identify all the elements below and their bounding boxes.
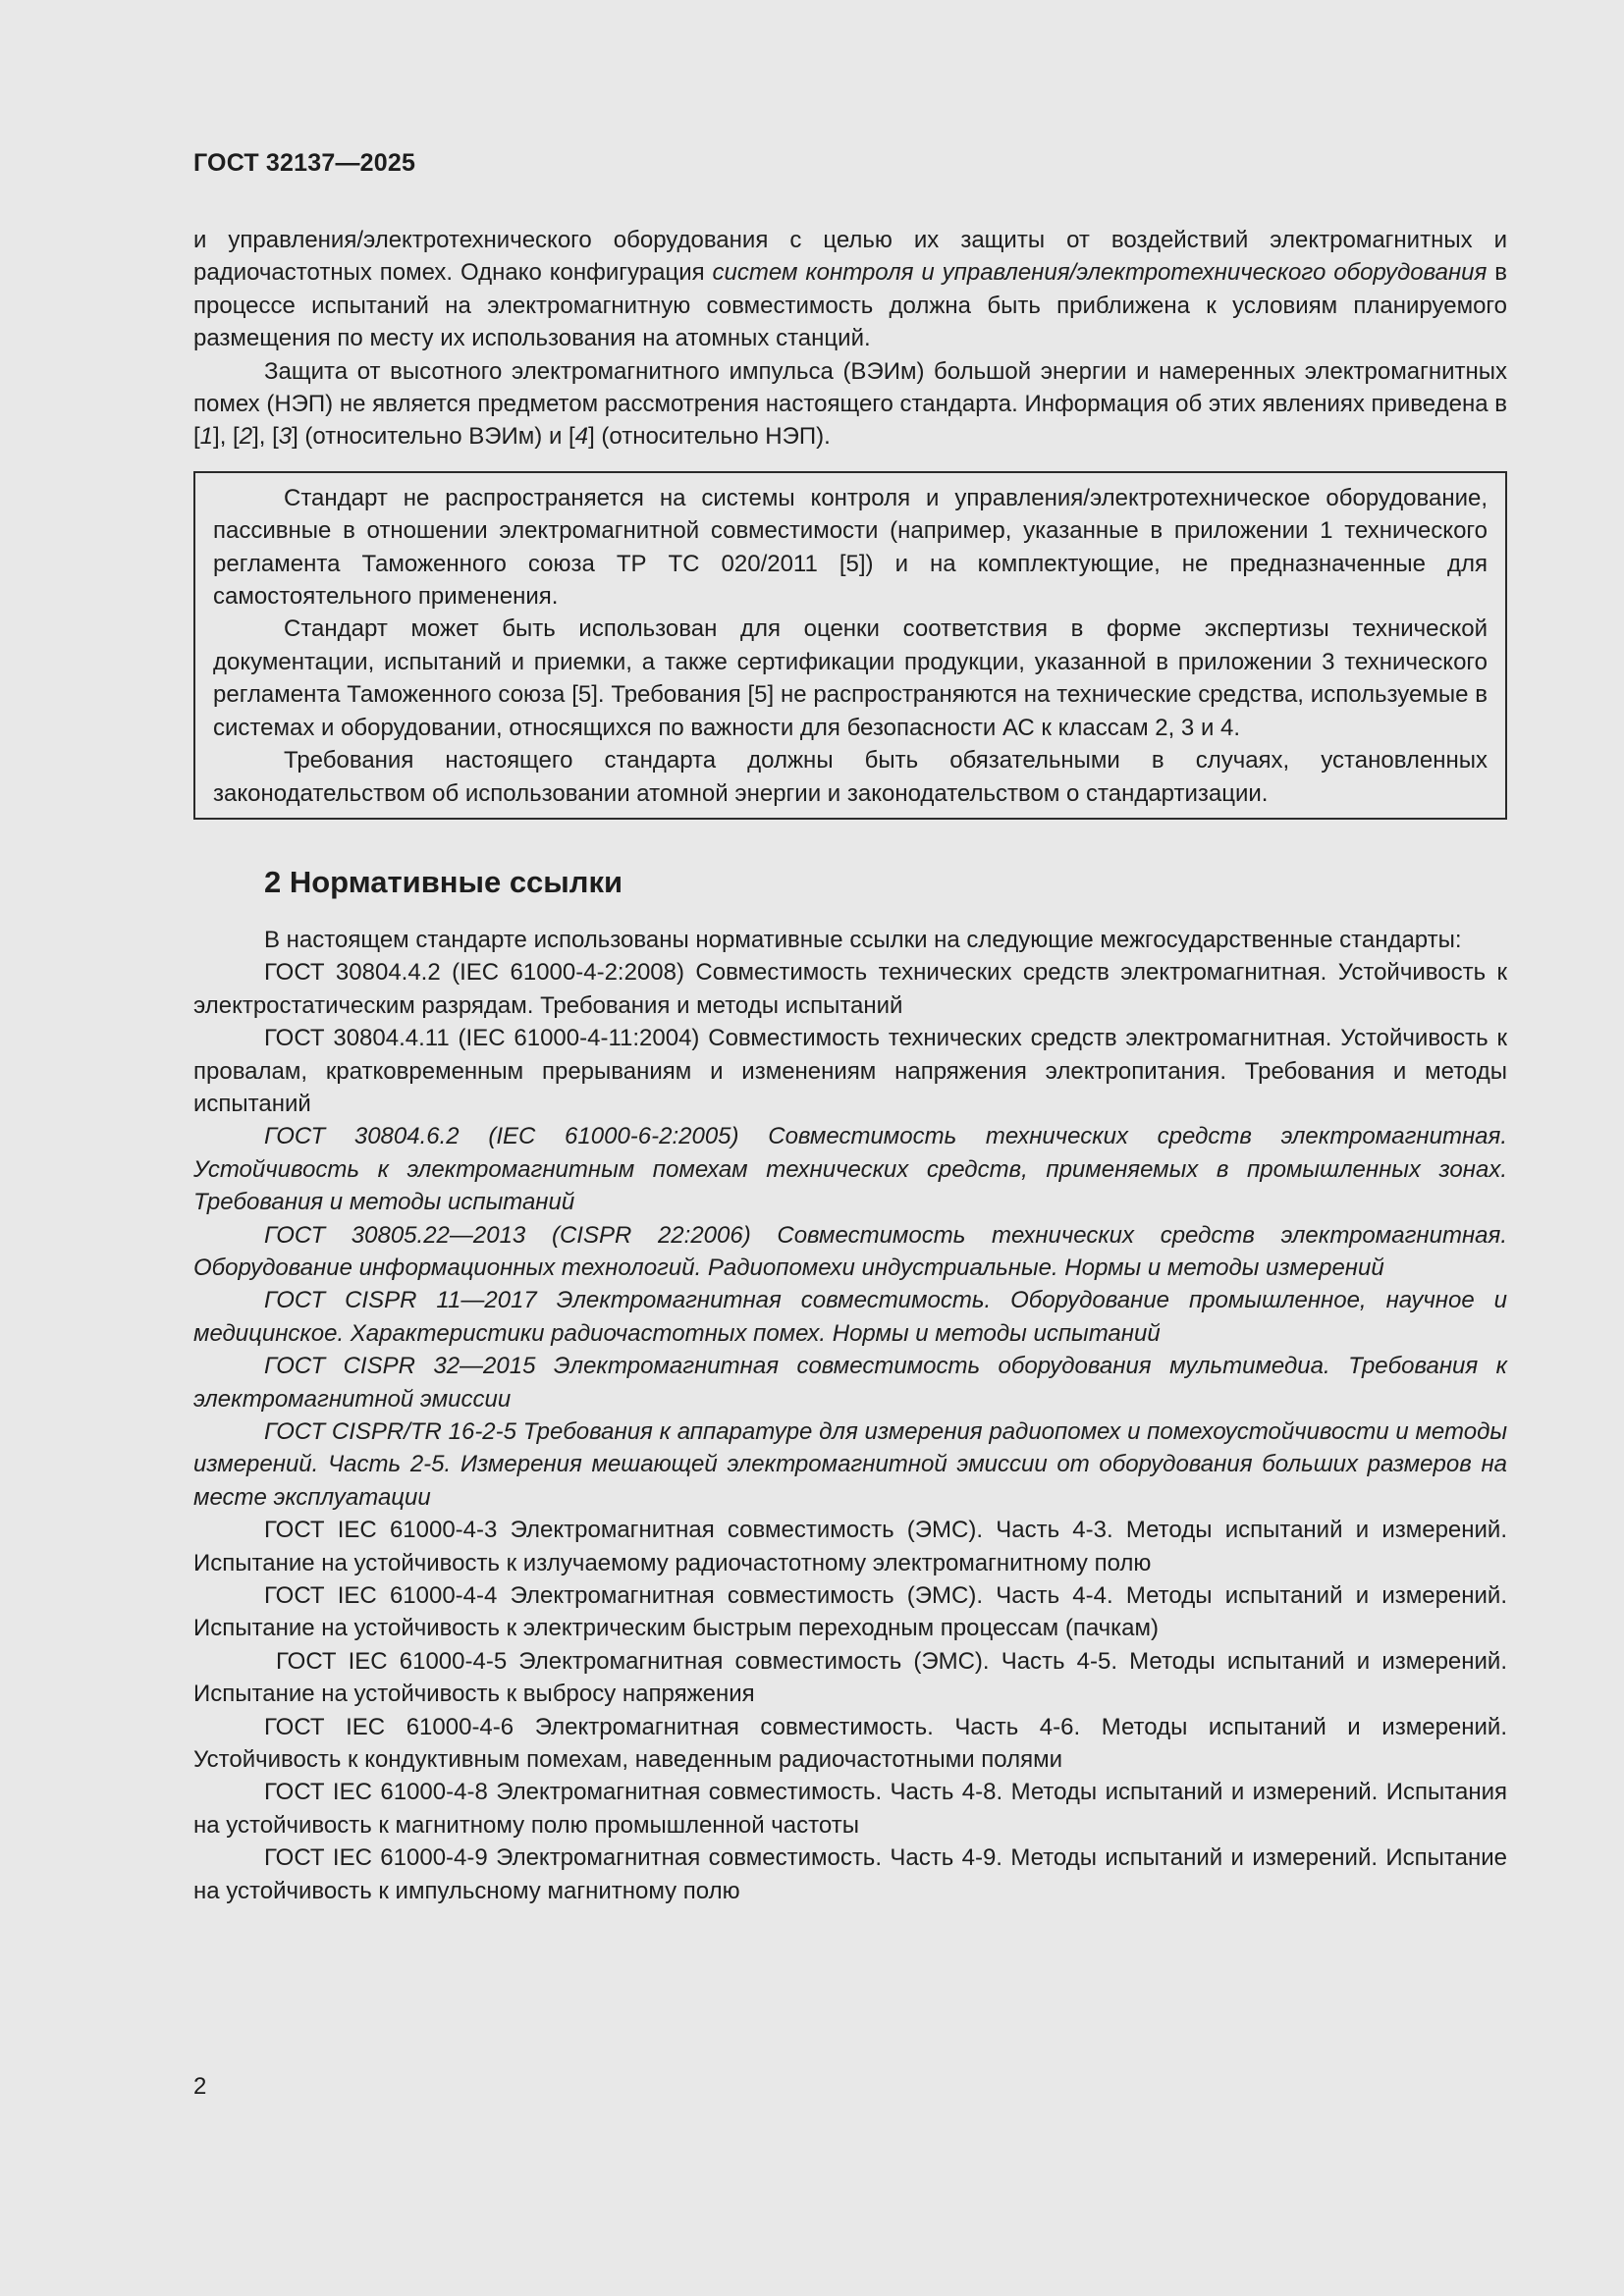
box-paragraph-2: Стандарт может быть использован для оценки соответствия в форме экспертизы технической документации, испытаний и приемки, а также сертификации продукции, указанной в приложении 3 технического регламента Таможенного союза [5]. Требования [5] не распространяются на технические средства, используемые в системах и оборудовании, относящихся по важности для безопасности АС к классам 2, 3 и 4. — [213, 615, 1488, 741]
references-list — [193, 956, 1507, 1907]
reference-item: ГОСТ IEC 61000-4-3 Электромагнитная совместимость (ЭМС). Часть 4-3. Методы испытаний и измерений. Испытание на устойчивость к излучаемому радиочастотному электромагнитному полю — [193, 1517, 1507, 1576]
intro-paragraph-2: Защита от высотного электромагнитного импульса (ВЭИм) большой энергии и намеренных электромагнитных помех (НЭП) не является предметом рассмотрения настоящего стандарта. Информация об этих явлениях приведена в [1], [2], [3] (относительно ВЭИм) и [4] (относительно НЭП). — [193, 357, 1507, 451]
section-heading: 2 Нормативные ссылки — [264, 864, 623, 899]
page-content — [193, 224, 1507, 1907]
italic-phrase: систем контроля и управления/электротехнического оборудования — [712, 259, 1488, 287]
document-header: ГОСТ 32137—2025 — [193, 149, 416, 177]
reference-item: ГОСТ CISPR 11—2017 Электромагнитная совместимость. Оборудование промышленное, научное и медицинское. Характеристики радиочастотных помех. Нормы и методы испытаний — [193, 1287, 1507, 1347]
bib-ref-4: 4 — [574, 423, 589, 451]
reference-item: ГОСТ IEC 61000-4-9 Электромагнитная совместимость. Часть 4-9. Методы испытаний и измерений. Испытание на устойчивость к импульсному магнитному полю — [193, 1844, 1507, 1904]
box-paragraph-1: Стандарт не распространяется на системы контроля и управления/электротехническое оборудование, пассивные в отношении электромагнитной совместимости (например, указанные в приложении 1 технического регламента Таможенного союза ТР ТС 020/2011 [5]) и на комплектующие, не предназначенные для самостоятельного применения. — [213, 484, 1488, 611]
reference-item: ГОСТ IEC 61000-4-4 Электромагнитная совместимость (ЭМС). Часть 4-4. Методы испытаний и измерений. Испытание на устойчивость к электрическим быстрым переходным процессам (пачкам) — [193, 1582, 1507, 1642]
reference-item: ГОСТ IEC 61000-4-5 Электромагнитная совместимость (ЭМС). Часть 4-5. Методы испытаний и измерений. Испытание на устойчивость к выбросу напряжения — [193, 1647, 1507, 1708]
box-paragraph-3: Требования настоящего стандарта должны быть обязательными в случаях, установленных законодательством об использовании атомной энергии и законодательством о стандартизации. — [213, 747, 1488, 807]
reference-item: ГОСТ CISPR/TR 16-2-5 Требования к аппаратуре для измерения радиопомех и помехоустойчивости и методы измерений. Часть 2-5. Измерения мешающей электромагнитной эмиссии от оборудования больших размеров на месте эксплуатации — [193, 1418, 1507, 1511]
intro-paragraph-1: и управления/электротехнического оборудования с целью их защиты от воздействий электромагнитных и радиочастотных помех. Однако конфигурация систем контроля и управления/электротехнического оборудования в процессе испытаний на электромагнитную совместимость должна быть приближена к условиям планируемого размещения по месту их использования на атомных станций. — [193, 227, 1507, 352]
reference-item: ГОСТ IEC 61000-4-6 Электромагнитная совместимость. Часть 4-6. Методы испытаний и измерений. Устойчивость к кондуктивным помехам, наведенным радиочастотными полями — [193, 1713, 1507, 1774]
reference-item: ГОСТ IEC 61000-4-8 Электромагнитная совместимость. Часть 4-8. Методы испытаний и измерений. Испытания на устойчивость к магнитному полю промышленной частоты — [193, 1779, 1507, 1839]
reference-item: ГОСТ 30805.22—2013 (CISPR 22:2006) Совместимость технических средств электромагнитная. Оборудование информационных технологий. Радиопомехи индустриальные. Нормы и методы измерений — [193, 1221, 1507, 1281]
scope-note-box — [193, 471, 1507, 820]
section-intro: В настоящем стандарте использованы нормативные ссылки на следующие межгосударственные стандарты: — [264, 926, 1462, 953]
bib-ref-1: 1 — [199, 423, 214, 451]
reference-item: ГОСТ 30804.4.11 (IEC 61000-4-11:2004) Совместимость технических средств электромагнитная. Устойчивость к провалам, кратковременным прерываниям и изменениям напряжения электропитания. Требования и методы испытаний — [193, 1025, 1507, 1117]
reference-item: ГОСТ 30804.4.2 (IEC 61000-4-2:2008) Совместимость технических средств электромагнитная. Устойчивость к электростатическим разрядам. Требования и методы испытаний — [193, 959, 1507, 1019]
bib-ref-2: 2 — [239, 423, 253, 451]
page-number: 2 — [193, 2073, 207, 2100]
reference-item: ГОСТ CISPR 32—2015 Электромагнитная совместимость оборудования мультимедиа. Требования к электромагнитной эмиссии — [193, 1353, 1507, 1413]
bib-ref-3: 3 — [278, 423, 293, 451]
reference-item: ГОСТ 30804.6.2 (IEC 61000-6-2:2005) Совместимость технических средств электромагнитная. Устойчивость к электромагнитным помехам технических средств, применяемых в промышленных зонах. Требования и методы испытаний — [193, 1123, 1507, 1216]
